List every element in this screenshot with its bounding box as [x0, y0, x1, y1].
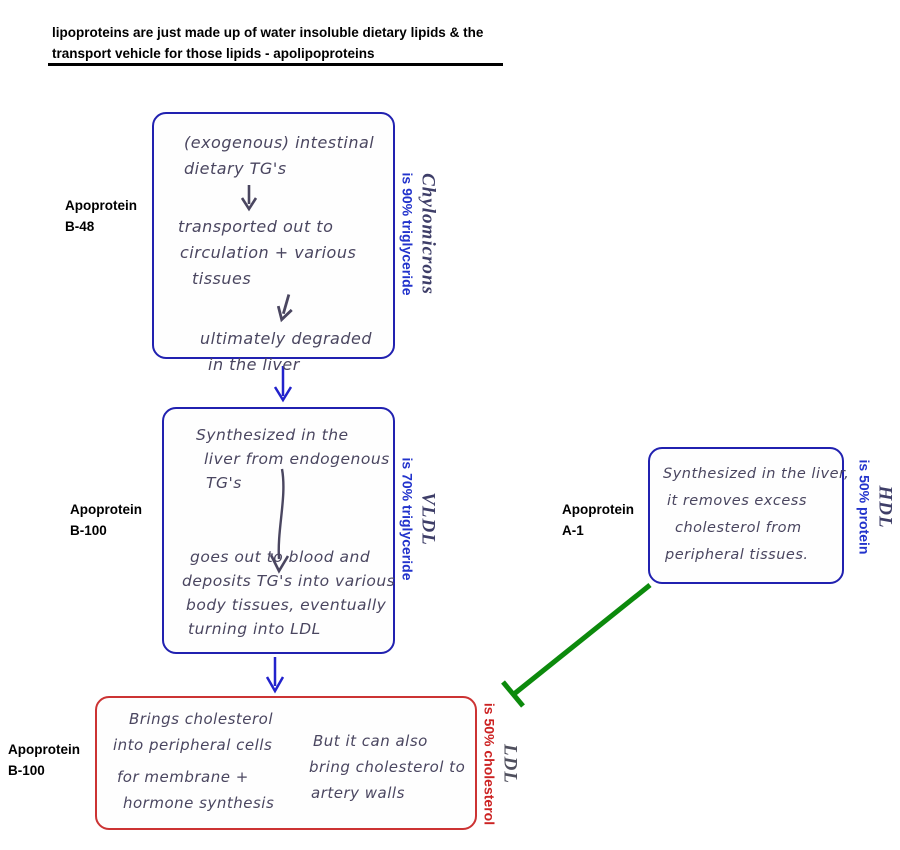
apoprotein-word: Apoprotein	[70, 502, 142, 517]
handwritten-line: Synthesized in the liver,	[663, 466, 850, 482]
hand-down-arrow-icon	[236, 184, 262, 212]
handwritten-line: But it can also	[313, 732, 428, 750]
handwritten-line: circulation + various	[180, 243, 357, 262]
apoprotein-type: B-100	[70, 523, 107, 538]
handwritten-line: peripheral tissues.	[665, 547, 809, 563]
handwritten-line: artery walls	[311, 784, 405, 802]
hdl-side-label	[855, 460, 896, 555]
title-line-2: transport vehicle for those lipids - apolipoproteins	[52, 46, 375, 61]
handwritten-line: cholesterol from	[675, 520, 802, 536]
handwritten-line: body tissues, eventually	[186, 596, 387, 614]
apoprotein-label-a1	[562, 499, 634, 541]
apoprotein-type: B-100	[8, 763, 45, 778]
apoprotein-word: Apoprotein	[65, 198, 137, 213]
apoprotein-type: B-48	[65, 219, 95, 234]
handwritten-line: deposits TG's into various	[182, 572, 396, 590]
lipoprotein-name: HDL	[874, 485, 896, 529]
lipoprotein-name: Chylomicrons	[417, 173, 439, 295]
handwritten-line: (exogenous) intestinal	[184, 133, 375, 152]
ldl-side-label	[480, 703, 521, 825]
hand-long-down-arrow-icon	[264, 467, 298, 577]
apoprotein-label-b100-ldl	[8, 739, 80, 781]
handwritten-line: tissues	[192, 269, 252, 288]
vldl-box	[162, 407, 395, 654]
down-arrow-icon	[267, 657, 283, 691]
chylomicrons-side-label	[398, 173, 439, 296]
hand-down-arrow-icon	[270, 292, 300, 324]
handwritten-line: hormone synthesis	[123, 794, 275, 812]
ldl-box-right-column	[297, 698, 475, 828]
lipoprotein-name: VLDL	[417, 492, 439, 546]
page-title	[52, 22, 483, 64]
handwritten-line: TG's	[206, 474, 242, 492]
lipoprotein-composition: is 90% triglyceride	[399, 172, 416, 296]
handwritten-line: bring cholesterol to	[309, 758, 466, 776]
handwritten-line: Brings cholesterol	[129, 710, 273, 728]
handwritten-line: transported out to	[178, 217, 334, 236]
handwritten-line: liver from endogenous	[204, 450, 390, 468]
title-underline	[48, 63, 503, 66]
lipoprotein-composition: is 50% cholesterol	[481, 702, 498, 826]
handwritten-line: Synthesized in the	[196, 426, 349, 444]
apoprotein-word: Apoprotein	[562, 502, 634, 517]
handwritten-line: in the liver	[208, 355, 300, 374]
apoprotein-word: Apoprotein	[8, 742, 80, 757]
handwritten-line: goes out to blood and	[190, 548, 371, 566]
ldl-box-left-column	[97, 698, 297, 828]
handwritten-line: into peripheral cells	[113, 736, 273, 754]
handwritten-line: turning into LDL	[188, 620, 321, 638]
handwritten-line: ultimately degraded	[200, 329, 373, 348]
lipoprotein-composition: is 70% triglyceride	[399, 457, 416, 581]
title-line-1: lipoproteins are just made up of water insoluble dietary lipids & the	[52, 25, 484, 40]
apoprotein-type: A-1	[562, 523, 584, 538]
ldl-box	[95, 696, 477, 830]
lipoprotein-composition: is 50% protein	[856, 459, 873, 555]
lipoprotein-name: LDL	[499, 744, 521, 784]
vldl-side-label	[398, 458, 439, 581]
apoprotein-label-b100	[70, 499, 142, 541]
inhibition-arrow-icon	[503, 585, 650, 706]
handwritten-line: for membrane +	[117, 768, 249, 786]
hdl-box	[648, 447, 850, 584]
handwritten-line: dietary TG's	[184, 159, 287, 178]
handwritten-line: it removes excess	[667, 493, 807, 509]
apoprotein-label-b48	[65, 195, 137, 237]
chylomicrons-box	[152, 112, 395, 374]
